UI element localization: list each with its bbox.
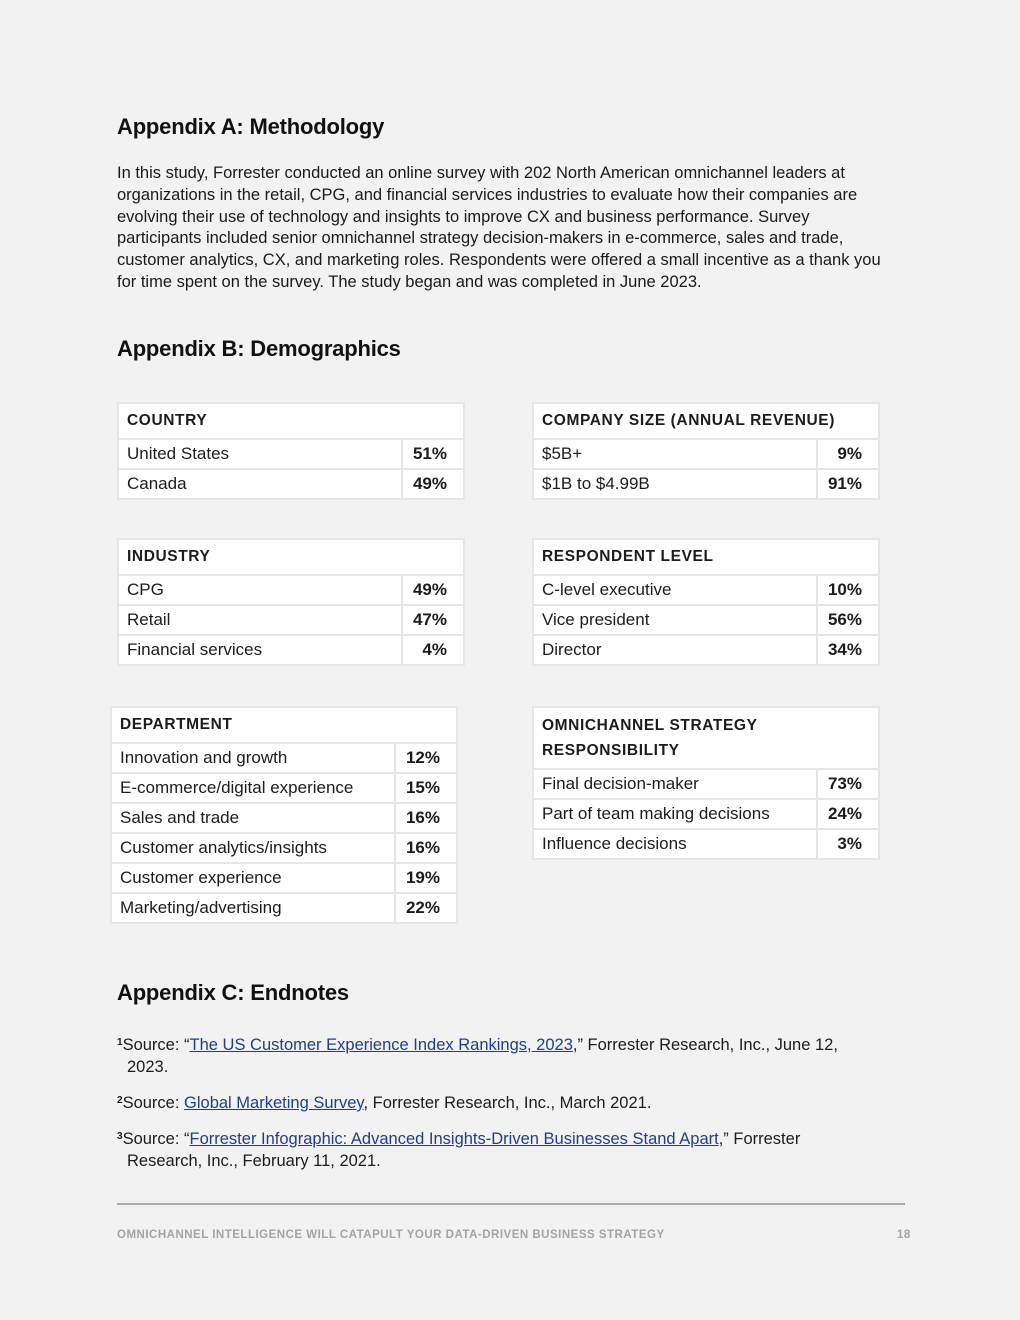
appendix-c-title: Appendix C: Endnotes xyxy=(117,980,349,1005)
table-row xyxy=(111,863,457,893)
table-row xyxy=(111,803,457,833)
footer-divider xyxy=(117,1203,905,1205)
endnote-2 xyxy=(117,1090,877,1114)
footer-title: OMNICHANNEL INTELLIGENCE WILL CATAPULT YOUR DATA-DRIVEN BUSINESS STRATEGY xyxy=(117,1229,665,1241)
endnote-number: 1 xyxy=(117,1037,123,1048)
row-value: 12% xyxy=(395,743,457,773)
table-row xyxy=(533,799,879,829)
table-header-line-2: RESPONSIBILITY xyxy=(542,742,680,759)
table-row xyxy=(533,635,879,665)
row-value: 73% xyxy=(817,769,879,799)
table-header xyxy=(533,707,879,769)
company-size-table xyxy=(532,402,880,500)
table-row xyxy=(118,439,464,469)
table-row xyxy=(118,605,464,635)
row-label: $5B+ xyxy=(533,439,817,469)
endnote-prefix: Source: “ xyxy=(122,1036,190,1054)
row-value: 22% xyxy=(395,893,457,923)
row-label: United States xyxy=(118,439,402,469)
endnote-1 xyxy=(117,1032,877,1078)
row-label: Final decision-maker xyxy=(533,769,817,799)
row-label: Sales and trade xyxy=(111,803,395,833)
endnote-suffix: , Forrester Research, Inc., March 2021. xyxy=(363,1094,652,1112)
endnotes-list xyxy=(117,1032,877,1184)
row-value: 56% xyxy=(817,605,879,635)
table-row xyxy=(533,439,879,469)
table-header-line-1: OMNICHANNEL STRATEGY xyxy=(542,717,758,734)
table-header: COMPANY SIZE (ANNUAL REVENUE) xyxy=(533,403,879,439)
appendix-b-title: Appendix B: Demographics xyxy=(117,336,401,361)
row-label: Retail xyxy=(118,605,402,635)
country-table xyxy=(117,402,465,500)
endnote-3 xyxy=(117,1126,877,1172)
row-value: 49% xyxy=(402,469,464,499)
row-label: Marketing/advertising xyxy=(111,893,395,923)
table-row xyxy=(533,469,879,499)
endnote-link[interactable]: Global Marketing Survey xyxy=(184,1094,364,1112)
methodology-paragraph: In this study, Forrester conducted an online survey with 202 North American omnichannel leaders at organizations in the retail, CPG, and financial services industries to evaluate how their companies are evolving their use of technology and insights to improve CX and business performance. Survey participants included senior omnichannel strategy decision-makers in e-commerce, sales and trade, customer analytics, CX, and marketing roles. Respondents were offered a small incentive as a thank you for time spent on the survey. The study began and was completed in June 2023. xyxy=(117,164,881,291)
endnote-suffix: ,” Forrester Research, Inc., June 12, 2023. xyxy=(127,1036,838,1076)
table-row xyxy=(533,829,879,859)
endnote-prefix: Source: xyxy=(122,1094,185,1112)
row-label: Innovation and growth xyxy=(111,743,395,773)
endnote-suffix: ,” Forrester Research, Inc., February 11, 2021. xyxy=(127,1130,801,1170)
row-value: 10% xyxy=(817,575,879,605)
table-row xyxy=(118,635,464,665)
table-row xyxy=(111,893,457,923)
row-label: Canada xyxy=(118,469,402,499)
table-header: DEPARTMENT xyxy=(111,707,457,743)
row-value: 4% xyxy=(402,635,464,665)
table-row xyxy=(118,575,464,605)
appendix-a-title: Appendix A: Methodology xyxy=(117,114,385,139)
row-value: 3% xyxy=(817,829,879,859)
row-value: 16% xyxy=(395,803,457,833)
table-row xyxy=(533,769,879,799)
row-label: Financial services xyxy=(118,635,402,665)
row-value: 51% xyxy=(402,439,464,469)
row-value: 91% xyxy=(817,469,879,499)
table-row xyxy=(111,743,457,773)
endnote-number: 3 xyxy=(117,1131,123,1142)
row-label: $1B to $4.99B xyxy=(533,469,817,499)
row-value: 9% xyxy=(817,439,879,469)
table-row xyxy=(111,833,457,863)
respondent-level-table xyxy=(532,538,880,666)
endnote-number: 2 xyxy=(117,1095,123,1106)
row-label: Vice president xyxy=(533,605,817,635)
table-header: COUNTRY xyxy=(118,403,464,439)
row-value: 19% xyxy=(395,863,457,893)
row-label: Director xyxy=(533,635,817,665)
table-row xyxy=(118,469,464,499)
table-header: RESPONDENT LEVEL xyxy=(533,539,879,575)
table-row xyxy=(533,605,879,635)
row-value: 47% xyxy=(402,605,464,635)
endnote-link[interactable]: The US Customer Experience Index Rankings, 2023 xyxy=(189,1036,573,1054)
row-label: E-commerce/digital experience xyxy=(111,773,395,803)
table-row xyxy=(111,773,457,803)
endnote-link[interactable]: Forrester Infographic: Advanced Insights-Driven Businesses Stand Apart xyxy=(189,1130,719,1148)
row-value: 24% xyxy=(817,799,879,829)
row-label: CPG xyxy=(118,575,402,605)
row-label: Part of team making decisions xyxy=(533,799,817,829)
row-value: 16% xyxy=(395,833,457,863)
department-table xyxy=(110,706,458,924)
industry-table xyxy=(117,538,465,666)
row-label: Customer experience xyxy=(111,863,395,893)
table-row xyxy=(533,575,879,605)
row-label: Customer analytics/insights xyxy=(111,833,395,863)
omnichannel-responsibility-table xyxy=(532,706,880,860)
table-header: INDUSTRY xyxy=(118,539,464,575)
row-label: C-level executive xyxy=(533,575,817,605)
row-value: 15% xyxy=(395,773,457,803)
row-label: Influence decisions xyxy=(533,829,817,859)
endnote-prefix: Source: “ xyxy=(122,1130,190,1148)
row-value: 49% xyxy=(402,575,464,605)
page-number: 18 xyxy=(897,1229,911,1241)
row-value: 34% xyxy=(817,635,879,665)
